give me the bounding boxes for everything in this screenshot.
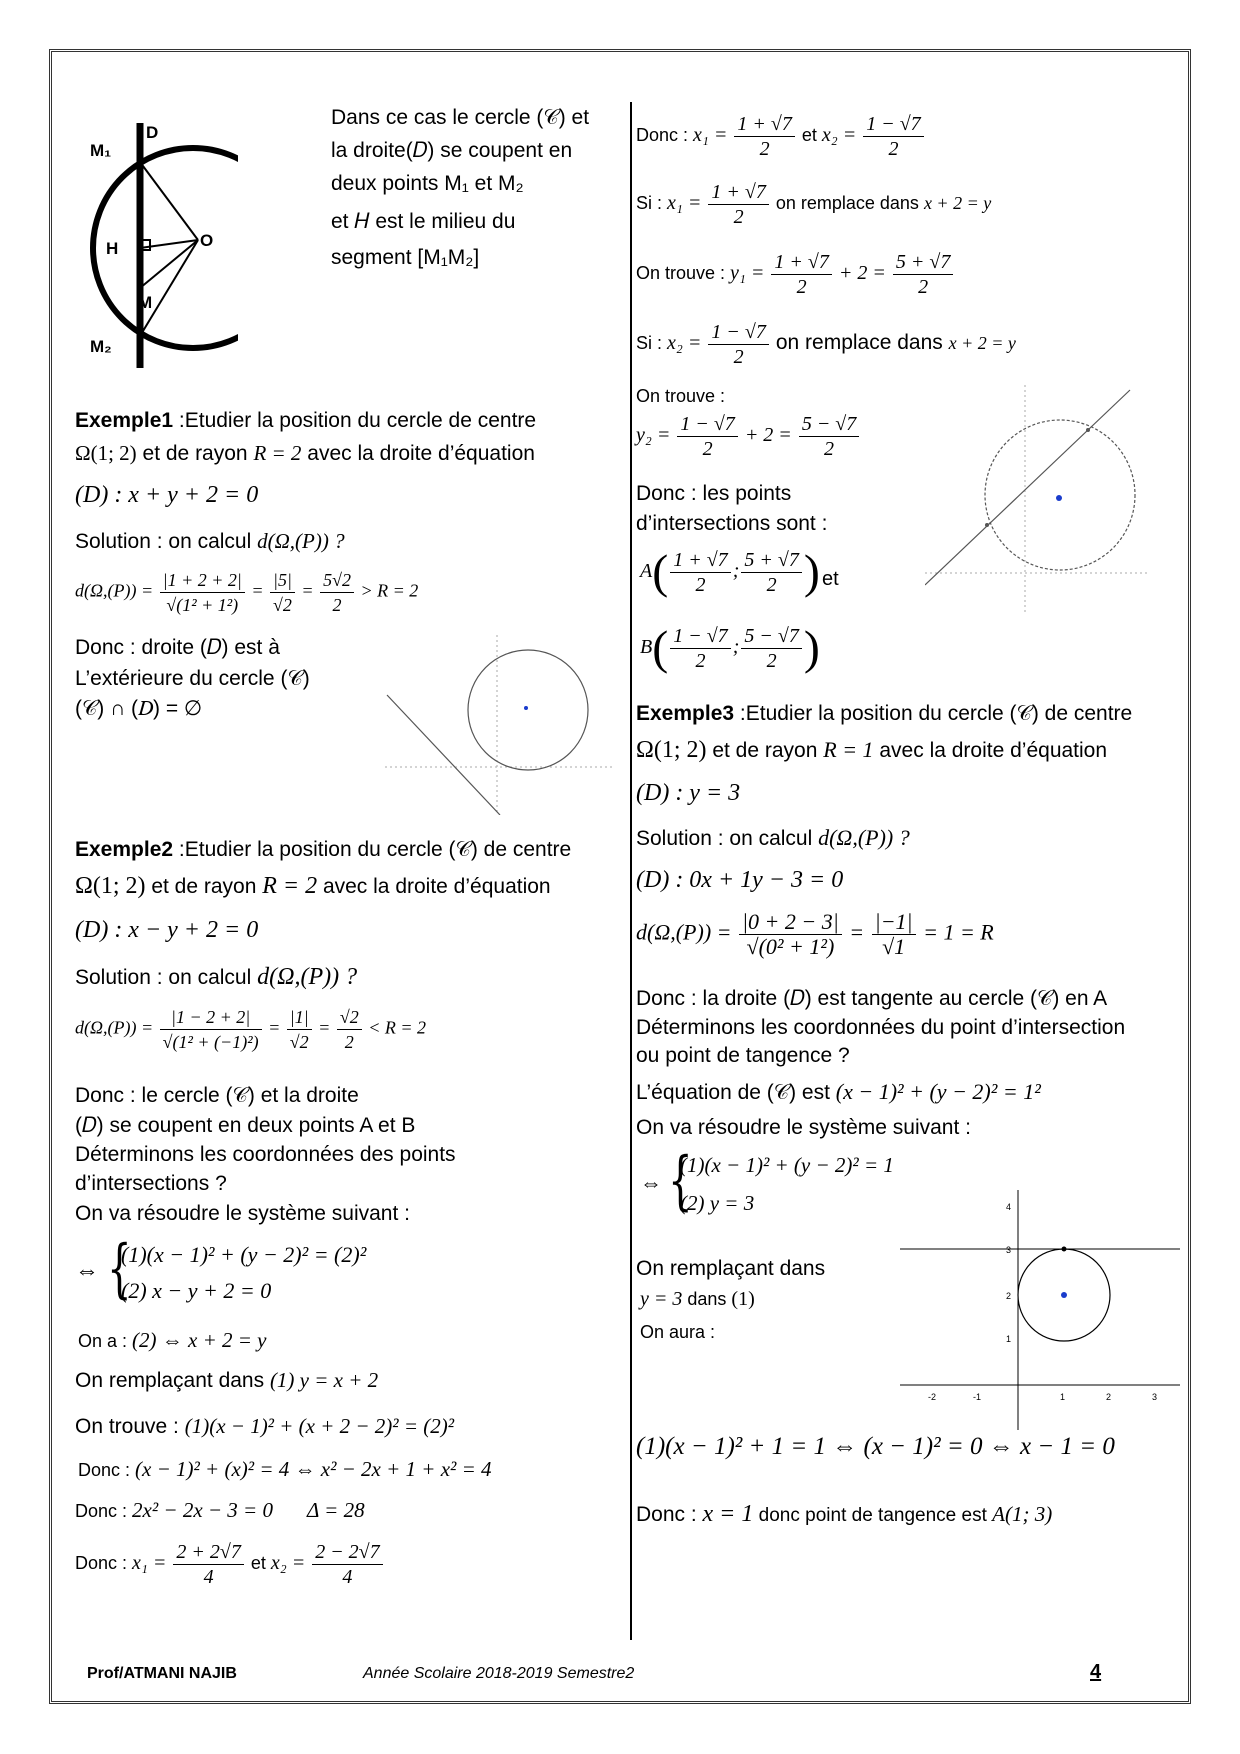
footer-page-number: 4 <box>1090 1661 1102 1683</box>
svg-text:1: 1 <box>1060 1392 1066 1402</box>
ex2-statement: Exemple2 :Etudier la position du cercle (𝒞) de centre <box>75 838 572 861</box>
r-trouve-1: On trouve : y₁ = $\frac{1 + √7}{2}$ + 2 = $\frac{5 + √7}{2}$ <box>636 250 955 299</box>
intro-label-m1: M₁ <box>90 141 112 160</box>
ex1-statement-2: Ω(1; 2) et de rayon R = 2 avec la droite d’équation <box>75 441 535 465</box>
ex3-remplacant-1: On remplaçant dans <box>636 1257 826 1280</box>
intro-line-3: deux points M₁ et M₂ <box>331 172 524 195</box>
svg-text:2: 2 <box>1006 1291 1012 1301</box>
ex3-statement-2: Ω(1; 2) et de rayon R = 1 avec la droite d’équation <box>636 737 1108 763</box>
ex2-conclusion-5: On va résoudre le système suivant : <box>75 1202 410 1225</box>
intro-label-m2: M₂ <box>90 337 112 356</box>
ex3-conclusion-4: L’équation de (𝒞) est (x − 1)² + (y − 2)² = 1² <box>636 1079 1041 1104</box>
ex2-statement-2: Ω(1; 2) et de rayon R = 2 avec la droite d’équation <box>75 873 551 899</box>
ex2-graph <box>925 385 1150 615</box>
ex2-line-equation: (D) : x − y + 2 = 0 <box>75 917 259 943</box>
ex2-conclusion-3: Déterminons les coordonnées des points <box>75 1143 456 1166</box>
ex3-center-point <box>1061 1292 1067 1298</box>
svg-text:3: 3 <box>1006 1245 1012 1255</box>
ex2-ona: On a : (2) ⇔ x + 2 = y <box>78 1328 267 1352</box>
ex2-line <box>925 390 1130 585</box>
ex1-conclusion-3: (𝒞) ∩ (𝐷) = ∅ <box>75 697 203 720</box>
ex1-statement: Exemple1 :Etudier la position du cercle de centre <box>75 409 537 432</box>
svg-text:4: 4 <box>1006 1202 1012 1212</box>
intro-label-d: D <box>146 123 159 142</box>
ex1-graph <box>385 635 615 815</box>
ex3-distance-formula: d(Ω,(P)) = $\frac{|0 + 2 - 3|}{\text{√(0² + 1²)}}$ = $\frac{|-1|}{√1}$ = 1 = R <box>636 909 994 959</box>
ex3-graph <box>900 1190 1180 1430</box>
ex2-donc-2: Donc : 2x² − 2x − 3 = 0 Δ = 28 <box>75 1498 365 1522</box>
intro-line-5: segment [M₁M₂] <box>331 246 480 269</box>
intro-circle-figure <box>88 118 238 368</box>
r-points-2: d’intersections sont : <box>636 512 828 535</box>
ex2-trouve: On trouve : (1)(x − 1)² + (x + 2 − 2)² = (2)² <box>75 1414 455 1438</box>
ex3-conclusion-2: Déterminons les coordonnées du point d’intersection <box>636 1016 1126 1039</box>
ex3-solution: Solution : on calcul d(Ω,(P)) ? <box>636 825 910 850</box>
svg-text:3: 3 <box>1152 1392 1158 1402</box>
r-point-b: B( $\frac{1 - √7}{2}$ ; $\frac{5 - √7}{2}$ ) <box>640 621 820 675</box>
svg-text:1: 1 <box>1006 1334 1012 1344</box>
ex1-distance-formula: d(Ω,(P)) = $\frac{|1 + 2 + 2|}{\text{√(1² + 1²)}}$ = $\frac{|5|}{√2}$ = $\frac{5√2}{2}$ > R = 2 <box>75 570 419 615</box>
ex3-conclusion-5: On va résoudre le système suivant : <box>636 1116 971 1139</box>
intro-line-1: Dans ce cas le cercle (𝒞) et <box>331 106 590 129</box>
ex2-conclusion-1: Donc : le cercle (𝒞) et la droite <box>75 1084 359 1107</box>
ex2-system-eq1: (1)(x − 1)² + (y − 2)² = (2)² <box>121 1242 367 1267</box>
svg-text:2: 2 <box>1106 1392 1112 1402</box>
intro-label-m: M <box>138 293 153 312</box>
ex2-donc-1: Donc : (x − 1)² + (x)² = 4 ⇔ x² − 2x + 1 + x² = 4 <box>78 1457 492 1481</box>
svg-text:-2: -2 <box>928 1392 937 1402</box>
ex1-conclusion-1: Donc : droite (𝐷) est à <box>75 636 280 659</box>
intro-label-o: O <box>200 231 214 250</box>
ex1-center-point <box>524 706 528 710</box>
column-divider <box>630 102 632 1640</box>
ex2-system-eq2: (2) x − y + 2 = 0 <box>121 1278 272 1303</box>
footer-year: Année Scolaire 2018-2019 Semestre2 <box>363 1665 635 1682</box>
ex1-line <box>387 695 500 815</box>
r-si-1: Si : x₁ = $\frac{1 + √7}{2}$ on remplace dans x + 2 = y <box>636 181 992 228</box>
ex3-statement: Exemple3 :Etudier la position du cercle (𝒞) de centre <box>636 702 1133 725</box>
ex3-conclusion-3: ou point de tangence ? <box>636 1044 850 1067</box>
intro-line-4: et 𝐻 est le milieu du <box>331 210 516 233</box>
ex3-result: (1)(x − 1)² + 1 = 1 ⇔ (x − 1)² = 0 ⇔ x − 1 = 0 <box>636 1433 1115 1460</box>
ex2-remplacant: On remplaçant dans (1) y = x + 2 <box>75 1368 379 1392</box>
r-point-a: A( $\frac{1 + √7}{2}$ ; $\frac{5 + √7}{2}$ ) <box>640 545 820 599</box>
ex3-conclusion-1: Donc : la droite (𝐷) est tangente au cercle (𝒞) en A <box>636 987 1108 1010</box>
ex1-circle <box>468 650 588 770</box>
ex3-line-equation-2: (D) : 0x + 1y − 3 = 0 <box>636 867 844 893</box>
ex1-line-equation: (D) : x + y + 2 = 0 <box>75 482 259 508</box>
intro-label-h: H <box>106 239 119 258</box>
ex2-solution: Solution : on calcul d(Ω,(P)) ? <box>75 964 358 990</box>
ex3-remplacant-2: y = 3 dans (1) <box>640 1288 755 1310</box>
ex2-conclusion-2: (𝐷) se coupent en deux points A et B <box>75 1114 416 1137</box>
r-et: et <box>822 568 839 590</box>
ex1-solution: Solution : on calcul d(Ω,(P)) ? <box>75 529 345 553</box>
r-trouve-2-label: On trouve : <box>636 386 726 406</box>
ex3-system-eq2: (2) y = 3 <box>680 1191 755 1215</box>
ex3-line-equation: (D) : y = 3 <box>636 780 741 806</box>
ex2-center-point <box>1056 495 1062 501</box>
ex2-donc-3: Donc : x₁ = $\frac{2 + 2√7}{4}$ et x₂ = $\frac{2 - 2√7}{4}$ <box>75 1540 385 1589</box>
ex3-tangent-point <box>1062 1247 1067 1252</box>
ex2-circle <box>985 420 1135 570</box>
r-donc-x: Donc : x₁ = $\frac{1 + √7}{2}$ et x₂ = $\frac{1 - √7}{2}$ <box>636 112 926 161</box>
ex3-final: Donc : x = 1 donc point de tangence est A(1; 3) <box>636 1501 1053 1527</box>
ex2-distance-formula: d(Ω,(P)) = $\frac{|1 - 2 + 2|}{\text{√(1² + (−1)²)}}$ = $\frac{|1|}{√2}$ = $\frac{√2}{2}$ < R = 2 <box>75 1007 426 1052</box>
footer-author: Prof/ATMANI NAJIB <box>87 1665 237 1682</box>
ex2-conclusion-4: d’intersections ? <box>75 1172 227 1195</box>
ex3-system-eq1: (1)(x − 1)² + (y − 2)² = 1 <box>680 1153 894 1177</box>
r-points-1: Donc : les points <box>636 482 792 505</box>
ex3-aura: On aura : <box>640 1322 716 1342</box>
svg-text:-1: -1 <box>973 1392 982 1402</box>
r-si-2: Si : x₂ = $\frac{1 - √7}{2}$ on remplace dans x + 2 = y <box>636 321 1016 368</box>
intro-line-2: la droite(𝐷) se coupent en <box>331 139 573 162</box>
r-trouve-2: y₂ = $\frac{1 - √7}{2}$ + 2 = $\frac{5 - √7}{2}$ <box>636 412 861 461</box>
ex1-conclusion-2: L’extérieure du cercle (𝒞) <box>75 667 310 690</box>
